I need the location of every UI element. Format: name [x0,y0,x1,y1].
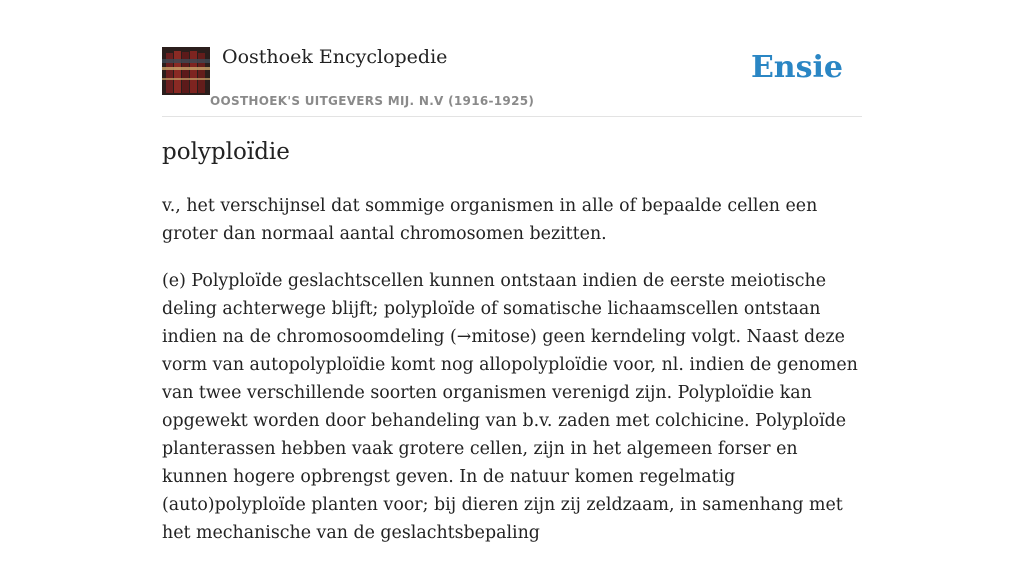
entry-paragraph-explanation: (e) Polyploïde geslachtscellen kunnen ontstaan indien de eerste meiotische deling achterwege blijft; polyploïde of somatische lichaamscellen ontstaan indien na de chromosoomdeling (→mitose) geen kerndeling volgt. Naast deze vorm van autopolyploïdie komt nog allopolyploïdie voor, nl. indien de genomen van twee verschillende soorten organismen verenigd zijn. Polyploïdie kan opgewekt worden door behandeling van b.v. zaden met colchicine. Polyploïde planterassen hebben vaak grotere cellen, zijn in het algemeen forser en kunnen hogere opbrengst geven. In de natuur komen regelmatig (auto)polyploïde planten voor; bij dieren zijn zij zeldzaam, in samenhang met het mechanische van de geslachtsbepaling [162,271,858,543]
source-subtitle: OOSTHOEK'S UITGEVERS MIJ. N.V (1916-1925) [210,94,535,108]
entry-body [162,192,862,566]
source-title[interactable]: Oosthoek Encyclopedie [222,46,448,68]
book-spines-icon[interactable] [162,47,210,95]
entry-paragraph-definition: v., het verschijnsel dat sommige organismen in alle of bepaalde cellen een groter dan normaal aantal chromosomen bezitten. [162,196,818,244]
ensie-logo-link[interactable]: Ensie [750,50,843,85]
source-header [162,46,862,117]
entry-title: polyploïdie [162,139,290,165]
